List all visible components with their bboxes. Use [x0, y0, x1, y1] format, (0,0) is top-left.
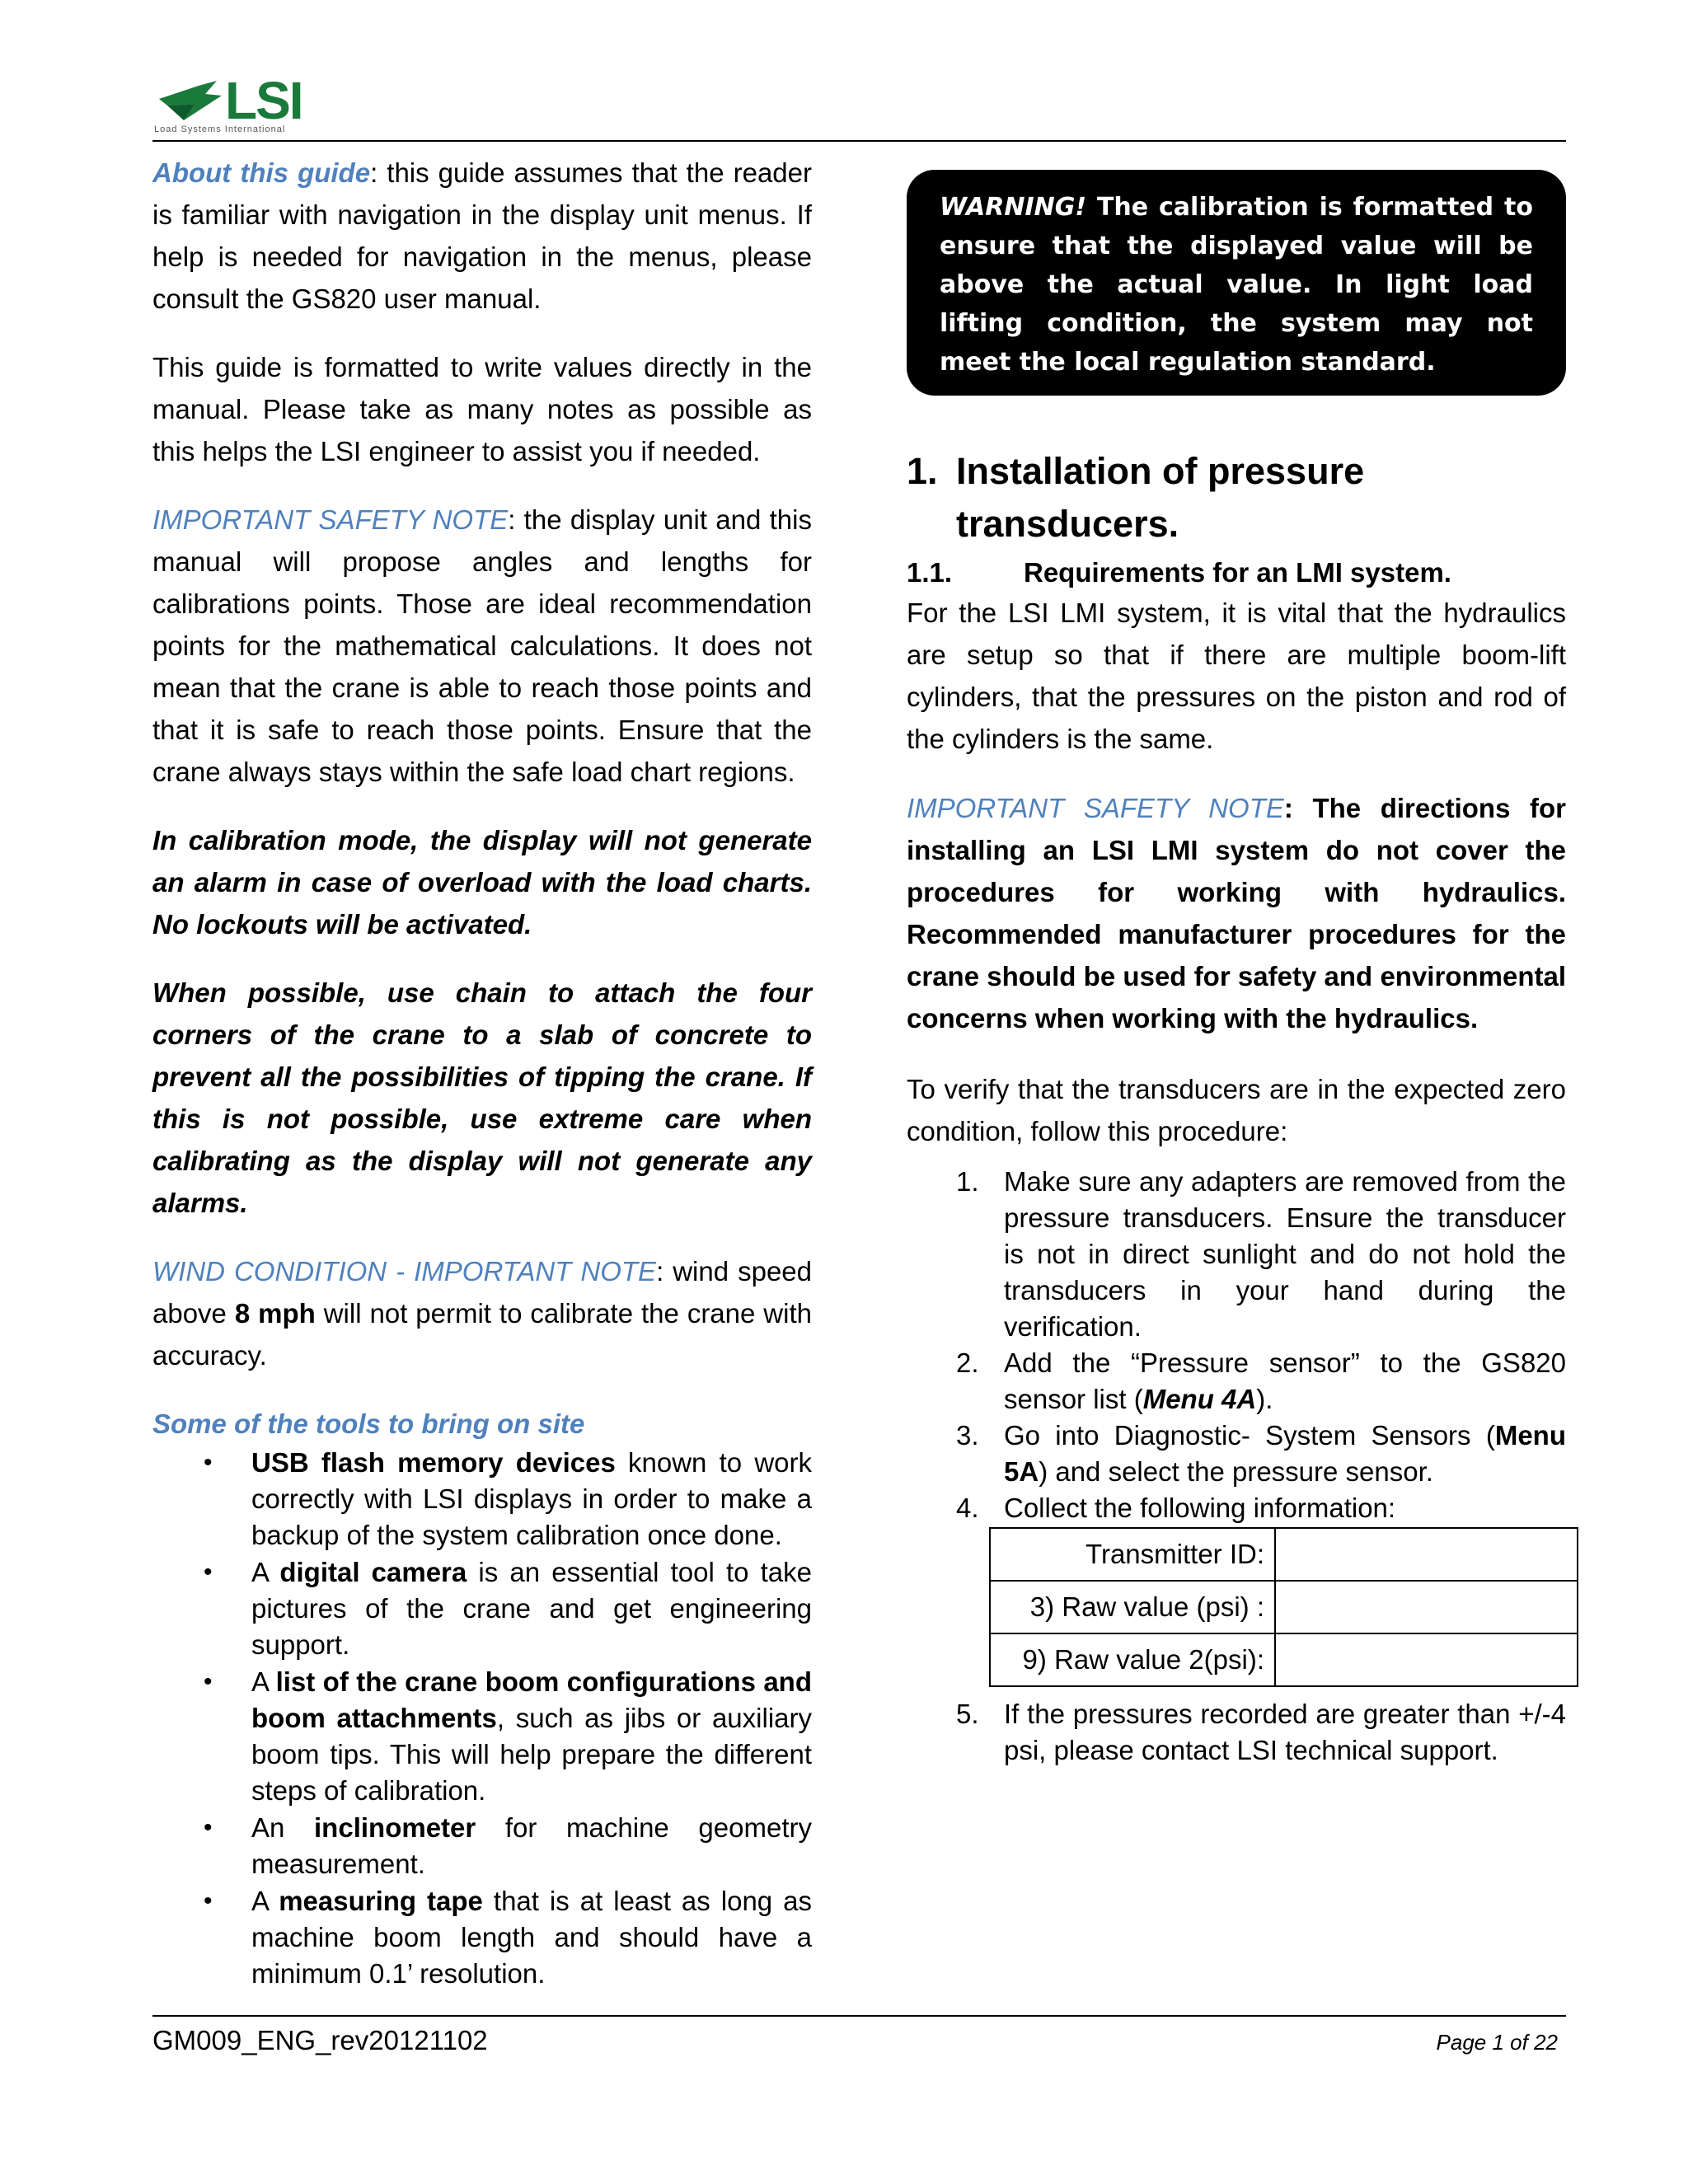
- logo-subtitle: Load Systems International: [154, 124, 286, 134]
- right-safety-label: IMPORTANT SAFETY NOTE: [907, 793, 1284, 823]
- section-title: Installation of pressure transducers.: [956, 450, 1365, 545]
- wind-text-2: will not permit to calibrate the crane with accuracy.: [152, 1298, 812, 1371]
- table-label: 3) Raw value (psi) :: [990, 1581, 1275, 1633]
- wind-text-1: : wind speed above: [152, 1256, 813, 1329]
- tool-bold: inclinometer: [314, 1812, 476, 1843]
- right-safety-paragraph: [907, 787, 1566, 1039]
- requirements-paragraph: [907, 592, 1566, 760]
- step-text: Add the “Pressure sensor” to the GS820 sensor list (: [1004, 1347, 1566, 1414]
- info-table: [989, 1527, 1578, 1687]
- table-row: [990, 1581, 1578, 1633]
- tool-pre: A: [251, 1557, 280, 1587]
- table-value-cell[interactable]: [1275, 1581, 1578, 1633]
- about-paragraph: [152, 152, 812, 320]
- logo-mark-icon: [159, 81, 223, 122]
- warning-label: WARNING!: [940, 193, 1087, 222]
- step-text: Go into Diagnostic- System Sensors (: [1004, 1420, 1495, 1451]
- tool-bold: measuring tape: [279, 1886, 483, 1916]
- step-number: 3.: [956, 1420, 979, 1451]
- tool-bold: list of the crane boom configurations and boom attachments: [251, 1666, 813, 1733]
- tool-post: that is at least as long as machine boom length and should have a minimum 0.1’ resolution.: [251, 1886, 812, 1989]
- bullet-icon: •: [204, 1887, 213, 1915]
- format-paragraph: This guide is formatted to write values directly in the manual. Please take as many notes as possible as this helps the LSI engineer to assist you if needed.: [152, 352, 812, 466]
- tool-post: for machine geometry measurement.: [251, 1812, 812, 1879]
- tool-bold: USB flash memory devices: [251, 1447, 616, 1478]
- tools-heading-text: Some of the tools to bring on site: [152, 1408, 585, 1439]
- safety-paragraph: [152, 499, 812, 793]
- bullet-icon: •: [204, 1449, 213, 1476]
- tool-pre: A: [251, 1886, 279, 1916]
- lsi-logo: [152, 73, 326, 138]
- left-column: [152, 152, 812, 1993]
- subsection-number: 1.1.: [907, 557, 953, 588]
- warning-text: The calibration is formatted to ensure that the displayed value will be above the actual value. In light load lifting condition, the system may not meet the local regulation standard.: [940, 193, 1533, 377]
- page-number: Page 1 of 22: [1436, 2030, 1558, 2055]
- list-item: [907, 1490, 1566, 1526]
- right-safety-text: : The directions for installing an LSI LMI system do not cover the procedures for working with hydraulics. Recommended manufacturer procedures for the crane should be used for safety and environmental concerns when working with the hydraulics.: [907, 793, 1566, 1033]
- about-text: : this guide assumes that the reader is familiar with navigation in the display unit menus. If help is needed for navigation in the menus, please consult the GS820 user manual.: [152, 157, 812, 314]
- tool-pre: An: [251, 1812, 315, 1843]
- table-value-cell[interactable]: [1275, 1633, 1578, 1686]
- table-row: [990, 1528, 1578, 1581]
- step-number: 1.: [956, 1166, 979, 1197]
- step-text: Collect the following information:: [1004, 1493, 1396, 1523]
- bullet-icon: •: [204, 1558, 213, 1586]
- tool-post: known to work correctly with LSI displays in order to make a backup of the system calibration once done.: [251, 1447, 812, 1550]
- list-item: [152, 1445, 812, 1554]
- requirements-text: For the LSI LMI system, it is vital that the hydraulics are setup so that if there are multiple boom-lift cylinders, that the pressures on the piston and rod of the cylinders is the same.: [907, 598, 1566, 754]
- warning-box: [907, 170, 1566, 396]
- list-item: [907, 1418, 1566, 1490]
- list-item: [152, 1664, 812, 1809]
- step-number: 4.: [956, 1493, 979, 1523]
- page-footer: [152, 2015, 1566, 2066]
- menu-ref: Menu 5A: [1004, 1420, 1566, 1487]
- section-number: 1.: [907, 450, 938, 492]
- list-item: [152, 1810, 812, 1882]
- tools-heading: [152, 1403, 812, 1445]
- page-header: [152, 73, 1566, 142]
- safety-label: IMPORTANT SAFETY NOTE: [152, 504, 509, 535]
- doc-id: GM009_ENG_rev20121102: [152, 2025, 488, 2055]
- list-item: [907, 1696, 1566, 1769]
- safety-text: : the display unit and this manual will propose angles and lengths for calibrations points. Those are ideal recommendation points for the mathematical calculations. It does not mean that the crane is able to reach those points and that it is safe to reach those points. Ensure that the crane always stays within the safe load chart regions.: [152, 504, 812, 787]
- verify-paragraph: [907, 1068, 1566, 1152]
- wind-label: WIND CONDITION - IMPORTANT NOTE: [152, 1256, 657, 1286]
- table-label: Transmitter ID:: [990, 1528, 1275, 1581]
- subsection-title: Requirements for an LMI system.: [1024, 557, 1451, 588]
- bullet-icon: •: [204, 1668, 213, 1695]
- step-text: If the pressures recorded are greater than +/-4 psi, please contact LSI technical support.: [1004, 1699, 1566, 1765]
- bullet-icon: •: [204, 1814, 213, 1841]
- step-text: Make sure any adapters are removed from the pressure transducers. Ensure the transducer is not in direct sunlight and do not hold the transducers in your hand during the verification.: [1004, 1166, 1566, 1342]
- tool-post: , such as jibs or auxiliary boom tips. This will help prepare the different steps of calibration.: [251, 1703, 812, 1806]
- step-number: 5.: [956, 1699, 979, 1729]
- logo-text: LSI: [225, 71, 302, 130]
- table-value-cell[interactable]: [1275, 1528, 1578, 1581]
- table-row: [990, 1633, 1578, 1686]
- list-item: [152, 1883, 812, 1992]
- step-number: 2.: [956, 1347, 979, 1378]
- tools-list: [152, 1445, 812, 1992]
- section-heading: [907, 445, 1566, 551]
- calibration-mode-paragraph: In calibration mode, the display will not generate an alarm in case of overload with the load charts. No lockouts will be activated.: [152, 825, 812, 940]
- table-label: 9) Raw value 2(psi):: [990, 1633, 1275, 1686]
- list-item: [907, 1164, 1566, 1345]
- tool-bold: digital camera: [279, 1557, 467, 1587]
- chain-paragraph: When possible, use chain to attach the four corners of the crane to a slab of concrete to prevent all the possibilities of tipping the crane. If this is not possible, use extreme care when calibrating as the display will not generate any alarms.: [152, 977, 812, 1218]
- about-label: About this guide: [152, 157, 371, 188]
- tool-post: is an essential tool to take pictures of the crane and get engineering support.: [251, 1557, 812, 1660]
- list-item: [152, 1554, 812, 1663]
- verify-text: To verify that the transducers are in the expected zero condition, follow this procedure:: [907, 1074, 1566, 1146]
- menu-ref: Menu 4A: [1142, 1384, 1257, 1414]
- list-item: [907, 1345, 1566, 1418]
- wind-speed: 8 mph: [234, 1298, 316, 1329]
- step-text-end: ).: [1256, 1384, 1273, 1414]
- wind-paragraph: [152, 1250, 812, 1376]
- tool-pre: A: [251, 1666, 276, 1697]
- step-text-end: ) and select the pressure sensor.: [1039, 1456, 1433, 1487]
